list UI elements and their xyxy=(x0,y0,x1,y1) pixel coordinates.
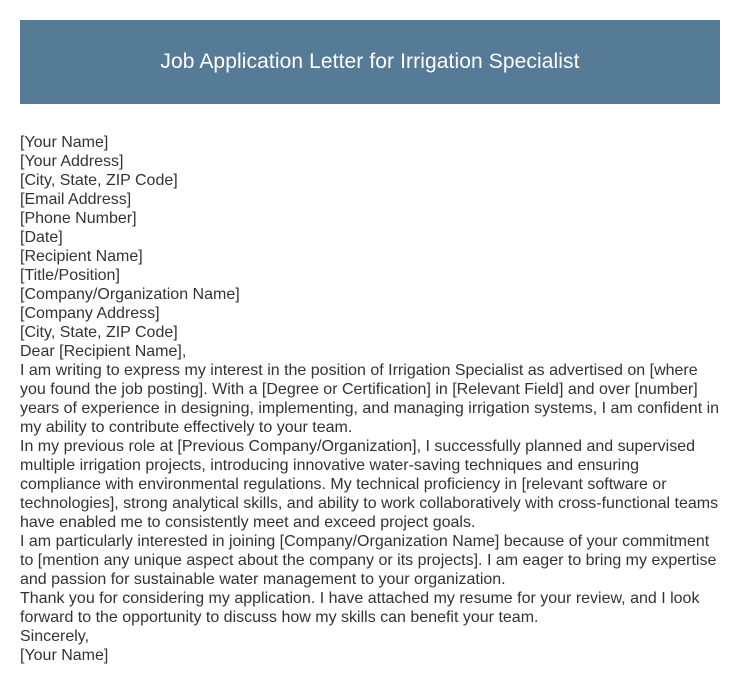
page-title: Job Application Letter for Irrigation Specialist xyxy=(160,50,580,73)
company-city: [City, State, ZIP Code] xyxy=(20,324,178,341)
signature: [Your Name] xyxy=(20,647,109,664)
company-address: [Company Address] xyxy=(20,305,160,322)
title-banner xyxy=(20,20,720,104)
paragraph-intro: I am writing to express my interest in the position of Irrigation Specialist as advertised on [where you found the job posting]. With a [Degree or Certification] in [Relevant Field] and over [number] years of experience in designing, implementing, and managing irrigation systems, I am confident in my ability to contribute effectively to your team. xyxy=(20,362,720,436)
sender-email: [Email Address] xyxy=(20,191,132,208)
sender-city: [City, State, ZIP Code] xyxy=(20,172,178,189)
letter-date: [Date] xyxy=(20,229,63,246)
recipient-name: [Recipient Name] xyxy=(20,248,143,265)
sender-phone: [Phone Number] xyxy=(20,210,137,227)
company-name: [Company/Organization Name] xyxy=(20,286,240,303)
closing: Sincerely, xyxy=(20,628,90,645)
sender-address: [Your Address] xyxy=(20,153,124,170)
salutation: Dear [Recipient Name], xyxy=(20,343,187,360)
paragraph-interest: I am particularly interested in joining [Company/Organization Name] because of your commitment to [mention any unique aspect about the company or its projects]. I am eager to bring my expertise and passion for sustainable water management to your organization. xyxy=(20,533,717,588)
paragraph-experience: In my previous role at [Previous Company/Organization], I successfully planned and supervised multiple irrigation projects, introducing innovative water-saving techniques and ensuring compliance with environmental regulations. My technical proficiency in [relevant software or technologies], strong analytical skills, and ability to work collaboratively with cross-functional teams have enabled me to consistently meet and exceed project goals. xyxy=(20,438,719,531)
recipient-title: [Title/Position] xyxy=(20,267,120,284)
sender-name: [Your Name] xyxy=(20,134,109,151)
paragraph-thanks: Thank you for considering my application. I have attached my resume for your review, and I look forward to the opportunity to discuss how my skills can benefit your team. xyxy=(20,590,700,626)
letter-body xyxy=(20,133,722,665)
